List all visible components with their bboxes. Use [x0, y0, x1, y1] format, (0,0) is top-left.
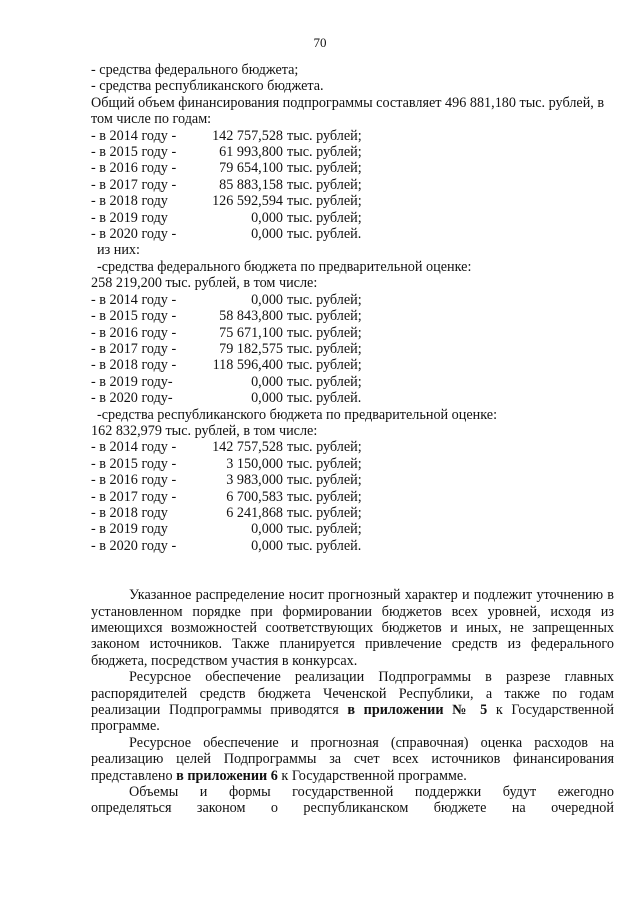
year-row — [91, 489, 614, 505]
year-label: - в 2015 году - — [91, 455, 177, 472]
paragraph-support-line-2: определяться законом о республиканском бюджете на очередной — [91, 800, 614, 817]
year-amount: 3 983,000 — [226, 472, 283, 489]
year-amount: 118 596,400 — [212, 357, 283, 374]
paragraph-forecast-end: к Государственной программе. — [277, 767, 467, 784]
row-punctuation: ; — [357, 144, 362, 161]
row-punctuation: . — [357, 537, 362, 554]
amount-unit: тыс. рублей — [287, 504, 358, 521]
year-label: - в 2017 году - — [91, 176, 177, 193]
year-row — [91, 374, 614, 390]
total-financing-line-2: том числе по годам: — [91, 111, 212, 128]
year-amount: 0,000 — [251, 291, 283, 308]
year-label: - в 2020 году- — [91, 390, 173, 407]
year-row — [91, 341, 614, 357]
amount-unit: тыс. рублей — [287, 324, 358, 341]
amount-unit: тыс. рублей — [287, 127, 358, 144]
year-label: - в 2014 году - — [91, 291, 177, 308]
year-amount: 6 241,868 — [226, 504, 283, 521]
row-punctuation: ; — [357, 357, 362, 374]
year-amount: 6 700,583 — [226, 488, 283, 505]
year-row — [91, 193, 614, 209]
paragraph-gap — [91, 554, 614, 587]
paragraph-support-line-1: Объемы и формы государственной поддержки будут ежегодно — [129, 784, 614, 801]
year-label: - в 2019 году — [91, 521, 168, 538]
year-amount: 85 883,158 — [219, 176, 283, 193]
year-amount: 126 592,594 — [212, 193, 283, 210]
year-amount: 0,000 — [251, 537, 283, 554]
year-label: - в 2019 году- — [91, 373, 173, 390]
row-punctuation: ; — [357, 455, 362, 472]
year-row — [91, 521, 614, 537]
year-label: - в 2016 году - — [91, 472, 177, 489]
year-amount: 3 150,000 — [226, 455, 283, 472]
year-amount: 142 757,528 — [212, 127, 283, 144]
year-amount: 79 654,100 — [219, 160, 283, 177]
document-body — [91, 62, 614, 817]
year-row — [91, 538, 614, 554]
appendix-5-reference: в приложении № 5 — [347, 702, 488, 719]
federal-total: 258 219,200 тыс. рублей, в том числе: — [91, 275, 318, 292]
year-amount: 0,000 — [251, 390, 283, 407]
year-label: - в 2020 году - — [91, 537, 177, 554]
year-row — [91, 325, 614, 341]
paragraph-resources-text: Ресурсное обеспечение реализации Подпрограммы в разрезе главных распорядителей средств бюджета Чеченской Республики, а также по годам реализации Подпрограммы приводятся — [91, 669, 614, 719]
federal-header: -средства федерального бюджета по предварительной оценке: — [97, 258, 472, 275]
row-punctuation: ; — [357, 176, 362, 193]
amount-unit: тыс. рублей — [287, 455, 358, 472]
amount-unit: тыс. рублей — [287, 226, 358, 243]
amount-unit: тыс. рублей — [287, 439, 358, 456]
paragraph-forecast — [91, 735, 614, 784]
amount-unit: тыс. рублей — [287, 209, 358, 226]
amount-unit: тыс. рублей — [287, 160, 358, 177]
total-years-list — [91, 128, 614, 243]
row-punctuation: ; — [357, 340, 362, 357]
year-label: - в 2018 году - — [91, 357, 177, 374]
page-number: 70 — [313, 35, 327, 50]
amount-unit: тыс. рублей — [287, 488, 358, 505]
year-amount: 142 757,528 — [212, 439, 283, 456]
year-label: - в 2017 году - — [91, 340, 177, 357]
paragraph-resources-end: к Государственной программе. — [91, 702, 614, 735]
amount-unit: тыс. рублей — [287, 390, 358, 407]
year-label: - в 2017 году - — [91, 488, 177, 505]
paragraph-forecast-text: Ресурсное обеспечение и прогнозная (справочная) оценка расходов на реализацию целей Подпрограммы за счет всех источников финансирования представлено — [91, 734, 614, 784]
year-row — [91, 226, 614, 242]
year-label: - в 2019 году — [91, 209, 168, 226]
appendix-6-reference: в приложении 6 — [176, 767, 278, 784]
year-label: - в 2016 году - — [91, 160, 177, 177]
row-punctuation: ; — [357, 472, 362, 489]
amount-unit: тыс. рублей — [287, 291, 358, 308]
amount-unit: тыс. рублей — [287, 144, 358, 161]
year-amount: 79 182,575 — [219, 340, 283, 357]
year-row — [91, 177, 614, 193]
year-label: - в 2015 году - — [91, 308, 177, 325]
year-row — [91, 390, 614, 406]
republic-total: 162 832,979 тыс. рублей, в том числе: — [91, 422, 318, 439]
year-label: - в 2018 году — [91, 193, 168, 210]
year-label: - в 2018 году — [91, 504, 168, 521]
total-financing-line: Общий объем финансирования подпрограммы составляет 496 881,180 тыс. рублей, в — [91, 94, 605, 111]
year-label: - в 2014 году - — [91, 127, 177, 144]
amount-unit: тыс. рублей — [287, 340, 358, 357]
year-amount: 0,000 — [251, 373, 283, 390]
row-punctuation: ; — [357, 193, 362, 210]
year-row — [91, 439, 614, 455]
row-punctuation: ; — [357, 209, 362, 226]
year-amount: 0,000 — [251, 226, 283, 243]
row-punctuation: ; — [357, 308, 362, 325]
row-punctuation: . — [357, 390, 362, 407]
year-row — [91, 456, 614, 472]
year-label: - в 2015 году - — [91, 144, 177, 161]
paragraph-distribution: Указанное распределение носит прогнозный характер и подлежит уточнению в установленном порядке при формировании бюджетов всех уровней, исходя из имеющихся возможностей соответствующих бюджетов и иных, не запрещенных законом источников. Также планируется привлечение средств из федерального бюджета, посредством участия в конкурсах. — [91, 587, 614, 669]
year-row — [91, 128, 614, 144]
year-amount: 58 843,800 — [219, 308, 283, 325]
year-row — [91, 308, 614, 324]
row-punctuation: ; — [357, 324, 362, 341]
row-punctuation: ; — [357, 373, 362, 390]
year-amount: 0,000 — [251, 521, 283, 538]
year-amount: 61 993,800 — [219, 144, 283, 161]
year-row — [91, 144, 614, 160]
row-punctuation: ; — [357, 127, 362, 144]
row-punctuation: . — [357, 226, 362, 243]
year-label: - в 2016 году - — [91, 324, 177, 341]
year-label: - в 2020 году - — [91, 226, 177, 243]
republic-header: -средства республиканского бюджета по предварительной оценке: — [97, 406, 498, 423]
amount-unit: тыс. рублей — [287, 373, 358, 390]
amount-unit: тыс. рублей — [287, 357, 358, 374]
row-punctuation: ; — [357, 488, 362, 505]
source-federal: - средства федерального бюджета; — [91, 62, 299, 78]
year-row — [91, 472, 614, 488]
year-label: - в 2014 году - — [91, 439, 177, 456]
amount-unit: тыс. рублей — [287, 472, 358, 489]
year-row — [91, 210, 614, 226]
year-row — [91, 357, 614, 373]
row-punctuation: ; — [357, 504, 362, 521]
amount-unit: тыс. рублей — [287, 193, 358, 210]
amount-unit: тыс. рублей — [287, 521, 358, 538]
row-punctuation: ; — [357, 291, 362, 308]
row-punctuation: ; — [357, 439, 362, 456]
year-row — [91, 505, 614, 521]
amount-unit: тыс. рублей — [287, 308, 358, 325]
year-row — [91, 160, 614, 176]
federal-years-list — [91, 292, 614, 407]
row-punctuation: ; — [357, 521, 362, 538]
republic-years-list — [91, 439, 614, 554]
source-republic: - средства республиканского бюджета. — [91, 78, 324, 95]
year-amount: 75 671,100 — [219, 324, 283, 341]
row-punctuation: ; — [357, 160, 362, 177]
year-row — [91, 292, 614, 308]
of-them-label: из них: — [97, 242, 140, 259]
year-amount: 0,000 — [251, 209, 283, 226]
paragraph-resources — [91, 669, 614, 735]
amount-unit: тыс. рублей — [287, 176, 358, 193]
amount-unit: тыс. рублей — [287, 537, 358, 554]
